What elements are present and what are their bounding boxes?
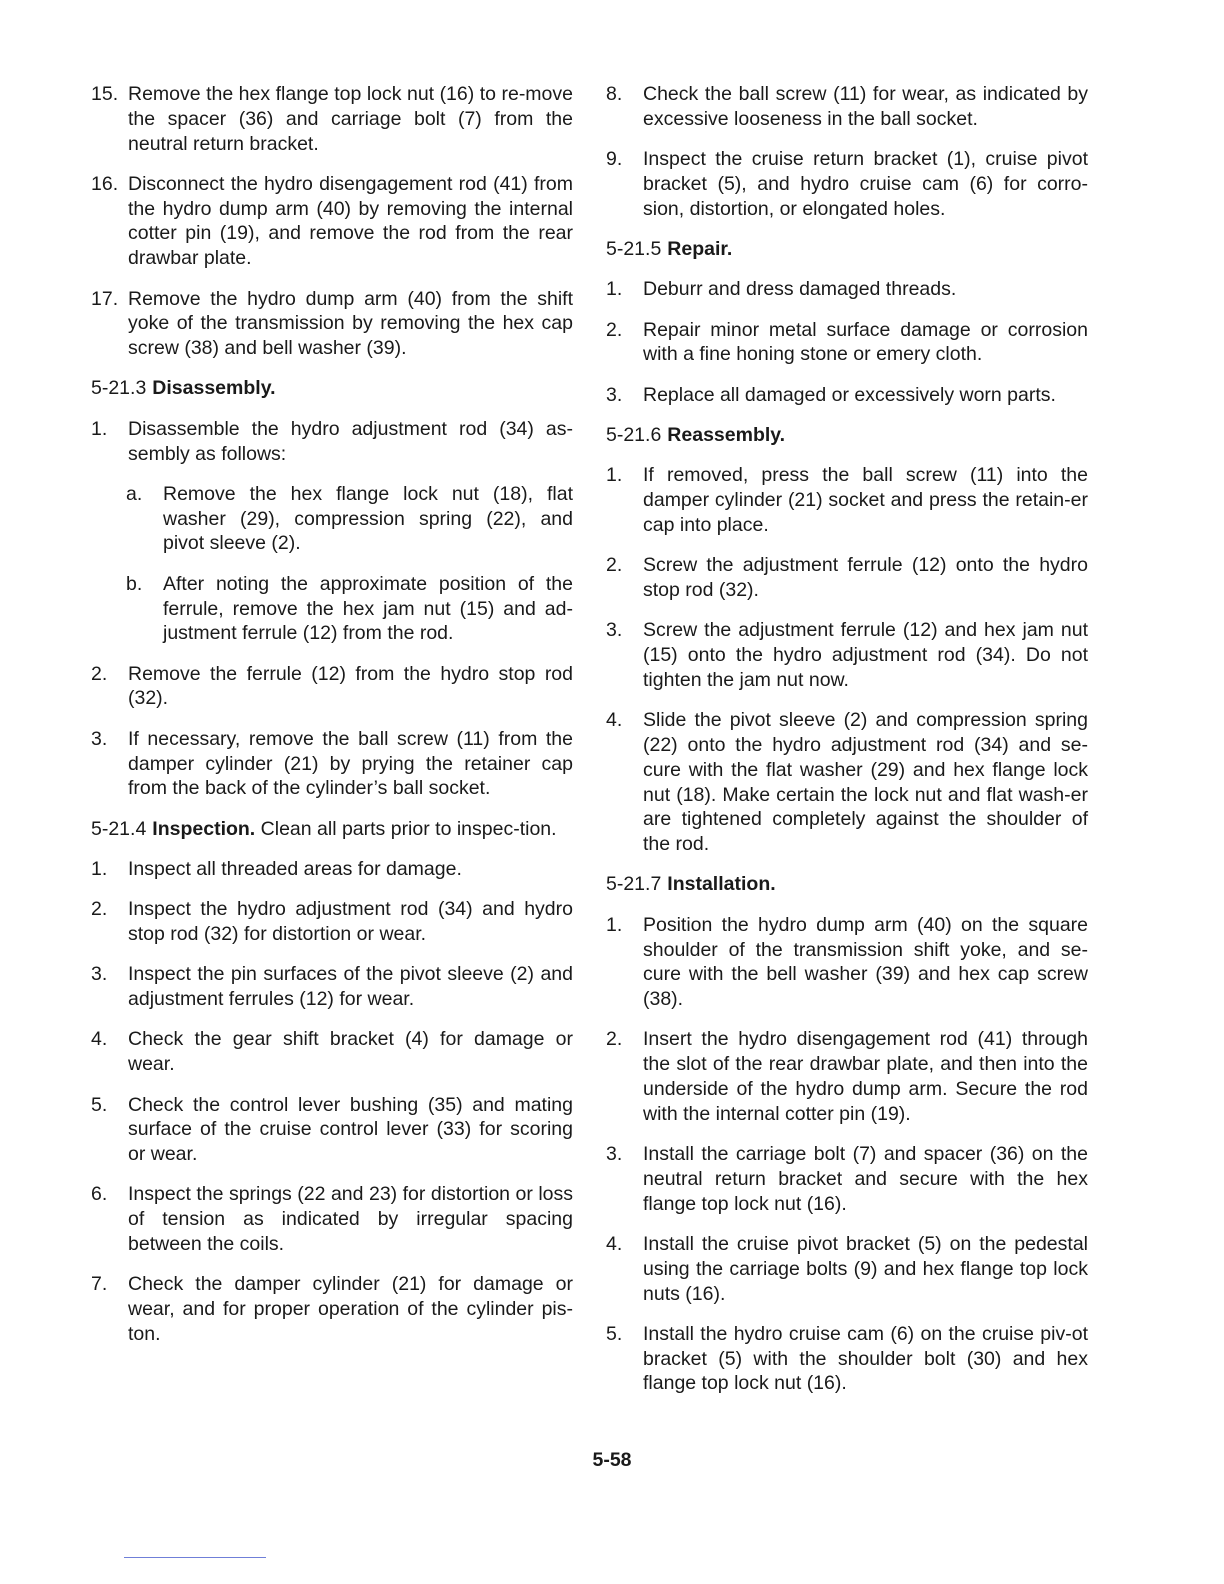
item-text: Remove the ferrule (12) from the hydro stop rod (32). (128, 662, 573, 710)
item-number: 1. (91, 857, 108, 880)
list-item (606, 1142, 1088, 1216)
list-item (606, 463, 1088, 537)
section-heading-reassembly (606, 423, 1088, 448)
section-number: 5-21.6 (606, 423, 662, 446)
item-text: If removed, press the ball screw (11) into the damper cylinder (21) socket and press the retain-er cap into place. (643, 464, 1088, 536)
list-item (91, 1093, 573, 1167)
page-number: 5-58 (592, 1449, 632, 1471)
item-text: Install the carriage bolt (7) and spacer (36) on the neutral return bracket and secure with the hex flange top lock nut (16). (643, 1143, 1088, 1215)
list-item (606, 147, 1088, 221)
list-item (91, 82, 573, 156)
item-number: 4. (606, 709, 623, 732)
item-number: 1. (606, 464, 623, 487)
list-item (606, 82, 1088, 132)
list-item (91, 857, 573, 882)
item-number: 17. (91, 287, 119, 310)
item-number: 16. (91, 172, 119, 195)
list-item (606, 383, 1088, 408)
section-title: Inspection. (152, 817, 256, 840)
item-text: Remove the hex flange top lock nut (16) to re-move the spacer (36) and carriage bolt (7) from the neutral return bracket. (128, 83, 573, 155)
item-number: 1. (91, 417, 108, 440)
item-number: 2. (606, 554, 623, 577)
section-heading-repair (606, 237, 1088, 262)
item-number: 6. (91, 1183, 108, 1206)
sub-item-text: Remove the hex flange lock nut (18), flat washer (29), compression spring (22), and pivot sleeve (2). (163, 482, 573, 555)
left-column (91, 82, 573, 1362)
section-title: Disassembly. (152, 377, 276, 400)
item-text: Install the hydro cruise cam (6) on the cruise piv-ot bracket (5) with the shoulder bolt (30) and hex flange top lock nut (16). (643, 1322, 1088, 1395)
section-number: 5-21.5 (606, 237, 662, 260)
list-item (606, 1232, 1088, 1306)
list-item (606, 913, 1088, 1012)
item-text: Inspect the pin surfaces of the pivot sleeve (2) and adjustment ferrules (12) for wear. (128, 963, 573, 1011)
list-item (606, 1027, 1088, 1126)
list-item (91, 1272, 573, 1346)
list-item (606, 708, 1088, 857)
item-text: Check the ball screw (11) for wear, as indicated by excessive looseness in the ball socket. (643, 83, 1088, 130)
section-title: Installation. (667, 873, 776, 896)
footer-rule (124, 1557, 266, 1558)
section-heading-inspection (91, 817, 573, 842)
sub-item-text: After noting the approximate position of the ferrule, remove the hex jam nut (15) and ad-justment ferrule (12) from the rod. (163, 572, 573, 645)
item-text: Disassemble the hydro adjustment rod (34) as-sembly as follows: (128, 417, 573, 465)
item-number: 2. (606, 1028, 623, 1051)
item-text: Inspect the hydro adjustment rod (34) and hydro stop rod (32) for distortion or wear. (128, 898, 573, 946)
section-heading-installation (606, 872, 1088, 897)
item-text: Screw the adjustment ferrule (12) onto the hydro stop rod (32). (643, 554, 1088, 601)
item-number: 2. (91, 898, 108, 921)
item-text: Inspect the cruise return bracket (1), cruise pivot bracket (5), and hydro cruise cam (6) for corro-sion, distortion, or elongated holes. (643, 148, 1088, 220)
item-text: Insert the hydro disengagement rod (41) through the slot of the rear drawbar plate, and then into the underside of the hydro dump arm. Secure the rod with the internal cotter pin (19). (643, 1028, 1088, 1125)
list-item (91, 172, 573, 271)
item-number: 2. (606, 318, 623, 341)
list-item (606, 553, 1088, 603)
section-number: 5-21.4 (91, 817, 147, 840)
item-number: 4. (606, 1232, 623, 1255)
sub-list-item (126, 572, 573, 646)
item-number: 3. (606, 619, 623, 642)
item-number: 3. (606, 383, 623, 406)
item-text: Screw the adjustment ferrule (12) and hex jam nut (15) onto the hydro adjustment rod (34). Do not tighten the jam nut now. (643, 619, 1088, 691)
section-heading-disassembly (91, 376, 573, 401)
item-number: 5. (91, 1093, 108, 1116)
item-number: 3. (91, 963, 108, 986)
item-text: Check the damper cylinder (21) for damage or wear, and for proper operation of the cylinder pis-ton. (128, 1273, 573, 1345)
item-text: Remove the hydro dump arm (40) from the shift yoke of the transmission by removing the hex cap screw (38) and bell washer (39). (128, 287, 573, 360)
item-number: 5. (606, 1322, 623, 1345)
section-number: 5-21.7 (606, 873, 662, 896)
item-text: Slide the pivot sleeve (2) and compression spring (22) onto the hydro adjustment rod (34) and se-cure with the flat washer (29) and hex flange lock nut (18). Make certain the lock nut and flat wash-er are tightened completely against the shoulder of the rod. (643, 709, 1088, 856)
item-number: 1. (606, 278, 623, 301)
item-text: Repair minor metal surface damage or corrosion with a fine honing stone or emery cloth. (643, 318, 1088, 366)
section-number: 5-21.3 (91, 377, 147, 400)
sub-item-letter: a. (126, 482, 143, 505)
section-intro-text: Clean all parts prior to inspec-tion. (260, 817, 557, 840)
item-number: 3. (606, 1143, 623, 1166)
item-text: Install the cruise pivot bracket (5) on the pedestal using the carriage bolts (9) and hex flange top lock nuts (16). (643, 1232, 1088, 1305)
list-item (91, 1027, 573, 1077)
item-text: Check the gear shift bracket (4) for damage or wear. (128, 1028, 573, 1076)
list-item (91, 287, 573, 361)
list-item (91, 417, 573, 467)
section-title: Repair. (667, 237, 733, 260)
list-item (606, 618, 1088, 692)
item-text: Inspect the springs (22 and 23) for distortion or loss of tension as indicated by irregular spacing between the coils. (128, 1183, 573, 1255)
item-number: 15. (91, 83, 119, 105)
list-item (606, 1322, 1088, 1396)
item-number: 2. (91, 662, 108, 685)
sub-item-letter: b. (126, 572, 143, 595)
sub-list-item (126, 482, 573, 556)
item-text: Inspect all threaded areas for damage. (128, 857, 462, 880)
item-number: 9. (606, 148, 623, 171)
right-column (606, 82, 1088, 1412)
item-text: Disconnect the hydro disengagement rod (41) from the hydro dump arm (40) by removing the internal cotter pin (19), and remove the rod from the rear drawbar plate. (128, 172, 573, 270)
list-item (606, 318, 1088, 368)
list-item (91, 662, 573, 712)
item-text: If necessary, remove the ball screw (11) from the damper cylinder (21) by prying the retainer cap from the back of the cylinder’s ball socket. (128, 727, 573, 800)
item-number: 7. (91, 1273, 108, 1296)
item-text: Deburr and dress damaged threads. (643, 278, 957, 301)
item-text: Position the hydro dump arm (40) on the square shoulder of the transmission shift yoke, and se-cure with the bell washer (39) and hex cap screw (38). (643, 913, 1088, 1011)
list-item (91, 962, 573, 1012)
item-number: 4. (91, 1028, 108, 1051)
item-text: Check the control lever bushing (35) and mating surface of the cruise control lever (33) for scoring or wear. (128, 1093, 573, 1166)
list-item (91, 897, 573, 947)
item-number: 8. (606, 83, 623, 105)
list-item (91, 1182, 573, 1256)
list-item (91, 727, 573, 801)
item-number: 3. (91, 727, 108, 750)
section-title: Reassembly. (667, 423, 786, 446)
item-number: 1. (606, 913, 623, 936)
list-item (606, 277, 1088, 302)
item-text: Replace all damaged or excessively worn parts. (643, 383, 1056, 406)
